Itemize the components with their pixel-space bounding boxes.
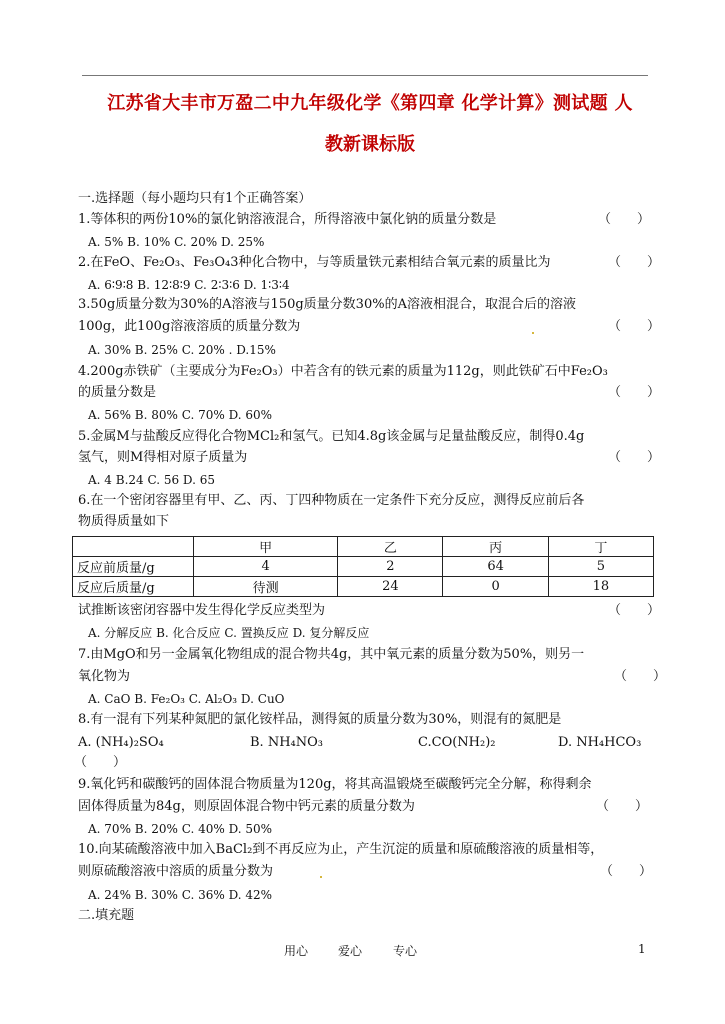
q4-line-2: 的质量分数是 — [78, 385, 157, 400]
title-line-1: 江苏省大丰市万盈二中九年级化学《第四章 化学计算》测试题 人 — [107, 93, 633, 114]
title-line-2: 教新课标版 — [325, 134, 415, 155]
q1-options: A. 5% B. 10% C. 20% D. 25% — [88, 235, 265, 249]
table-cell: 反应后质量/g — [73, 577, 194, 597]
q3-line-1: 3.50g质量分数为30%的A溶液与150g质量分数30%的A溶液相混合，取混合后的溶液 — [78, 297, 576, 312]
q6-options: A. 分解反应 B. 化合反应 C. 置换反应 D. 复分解反应 — [88, 626, 370, 640]
q5-line-1: 5.金属M与盐酸反应得化合物MCl₂和氢气。已知4.8g该金属与足量盐酸反应，制得0.4g — [78, 429, 585, 444]
table-header-cell: 丁 — [548, 537, 653, 557]
q8-option-a: A. (NH₄)₂SO₄ — [78, 735, 164, 750]
q7-line-2: 氧化物为 — [78, 669, 131, 684]
q9-options: A. 70% B. 20% C. 40% D. 50% — [88, 822, 273, 836]
q5-answer-paren: （ ） — [608, 450, 661, 465]
footer-word: 爱心 — [338, 944, 363, 958]
footer-word: 专心 — [393, 944, 418, 958]
q7-options: A. CaO B. Fe₂O₃ C. Al₂O₃ D. CuO — [88, 692, 285, 706]
table-row — [73, 577, 654, 597]
q6-line-1: 6.在一个密闭容器里有甲、乙、丙、丁四种物质在一定条件下充分反应，测得反应前后各 — [78, 493, 585, 508]
table-header-cell: 甲 — [194, 537, 338, 557]
section-choice-heading: 一.选择题（每小题均只有1个正确答案） — [78, 191, 312, 206]
q10-answer-paren: （ ） — [600, 864, 653, 879]
table-cell: 18 — [548, 577, 653, 597]
table-cell: 反应前质量/g — [73, 557, 194, 577]
q10-line-1: 10.向某硫酸溶液中加入BaCl₂到不再反应为止，产生沉淀的质量和原硫酸溶液的质量相等， — [78, 842, 604, 857]
q10-line-2: 则原硫酸溶液中溶质的质量分数为 — [78, 864, 274, 879]
stray-mark — [320, 876, 322, 878]
q7-line-1: 7.由MgO和另一金属氧化物组成的混合物共4g，其中氧元素的质量分数为50%，则另一 — [78, 647, 585, 662]
q10-options: A. 24% B. 30% C. 36% D. 42% — [88, 888, 273, 902]
table-cell: 5 — [548, 557, 653, 577]
q9-line-1: 9.氧化钙和碳酸钙的固体混合物质量为120g，将其高温锻烧至碳酸钙完全分解，称得剩余 — [78, 777, 592, 792]
stray-mark — [532, 332, 534, 334]
q7-answer-paren: （ ） — [614, 669, 667, 684]
q8-line-1: 8.有一混有下列某种氮肥的氯化铵样品，测得氮的质量分数为30%，则混有的氮肥是 — [78, 712, 562, 727]
table-cell: 24 — [338, 577, 443, 597]
q4-options: A. 56% B. 80% C. 70% D. 60% — [88, 408, 273, 422]
table-header-cell — [73, 537, 194, 557]
table-cell: 4 — [194, 557, 338, 577]
q6-answer-paren: （ ） — [608, 603, 661, 618]
q4-answer-paren: （ ） — [608, 385, 661, 400]
q8-option-b: B. NH₄NO₃ — [250, 735, 323, 750]
table-header-cell: 丙 — [443, 537, 548, 557]
q2-text: 2.在FeO、Fe₂O₃、Fe₃O₄3种化合物中，与等质量铁元素相结合氧元素的质量比为 — [78, 255, 551, 270]
table-cell: 待测 — [194, 577, 338, 597]
q8-option-d: D. NH₄HCO₃ — [558, 735, 642, 750]
q6-line-2: 物质得质量如下 — [78, 514, 170, 529]
table-cell: 0 — [443, 577, 548, 597]
q3-options: A. 30% B. 25% C. 20% . D.15% — [88, 343, 276, 357]
q2-answer-paren: （ ） — [608, 255, 661, 270]
q1-text: 1.等体积的两份10%的氯化钠溶液混合，所得溶液中氯化钠的质量分数是 — [78, 212, 497, 227]
q3-answer-paren: （ ） — [608, 319, 661, 334]
q3-line-2: 100g，此100g溶液溶质的质量分数为 — [78, 319, 301, 334]
q5-options: A. 4 B.24 C. 56 D. 65 — [88, 473, 216, 487]
q2-options: A. 6∶9∶8 B. 12∶8∶9 C. 2∶3∶6 D. 1∶3∶4 — [88, 278, 290, 292]
q5-line-2: 氢气，则M得相对原子质量为 — [78, 450, 248, 465]
q8-option-c: C.CO(NH₂)₂ — [418, 735, 496, 750]
header-rule — [82, 75, 648, 76]
table-header-cell: 乙 — [338, 537, 443, 557]
table-header-row — [73, 537, 654, 557]
table-cell: 2 — [338, 557, 443, 577]
table-cell: 64 — [443, 557, 548, 577]
section-fill-heading: 二.填充题 — [78, 908, 135, 923]
q4-line-1: 4.200g赤铁矿（主要成分为Fe₂O₃）中若含有的铁元素的质量为112g，则此铁矿石中Fe₂O₃ — [78, 364, 608, 379]
mass-table — [72, 536, 654, 597]
q1-answer-paren: （ ） — [598, 212, 651, 227]
q9-answer-paren: （ ） — [596, 799, 649, 814]
table-row — [73, 557, 654, 577]
q9-line-2: 固体得质量为84g，则原固体混合物中钙元素的质量分数为 — [78, 799, 415, 814]
footer-word: 用心 — [284, 944, 309, 958]
q6-line-3: 试推断该密闭容器中发生得化学反应类型为 — [78, 603, 326, 618]
q8-answer-paren: （ ） — [74, 755, 127, 770]
page-number: 1 — [638, 942, 646, 956]
